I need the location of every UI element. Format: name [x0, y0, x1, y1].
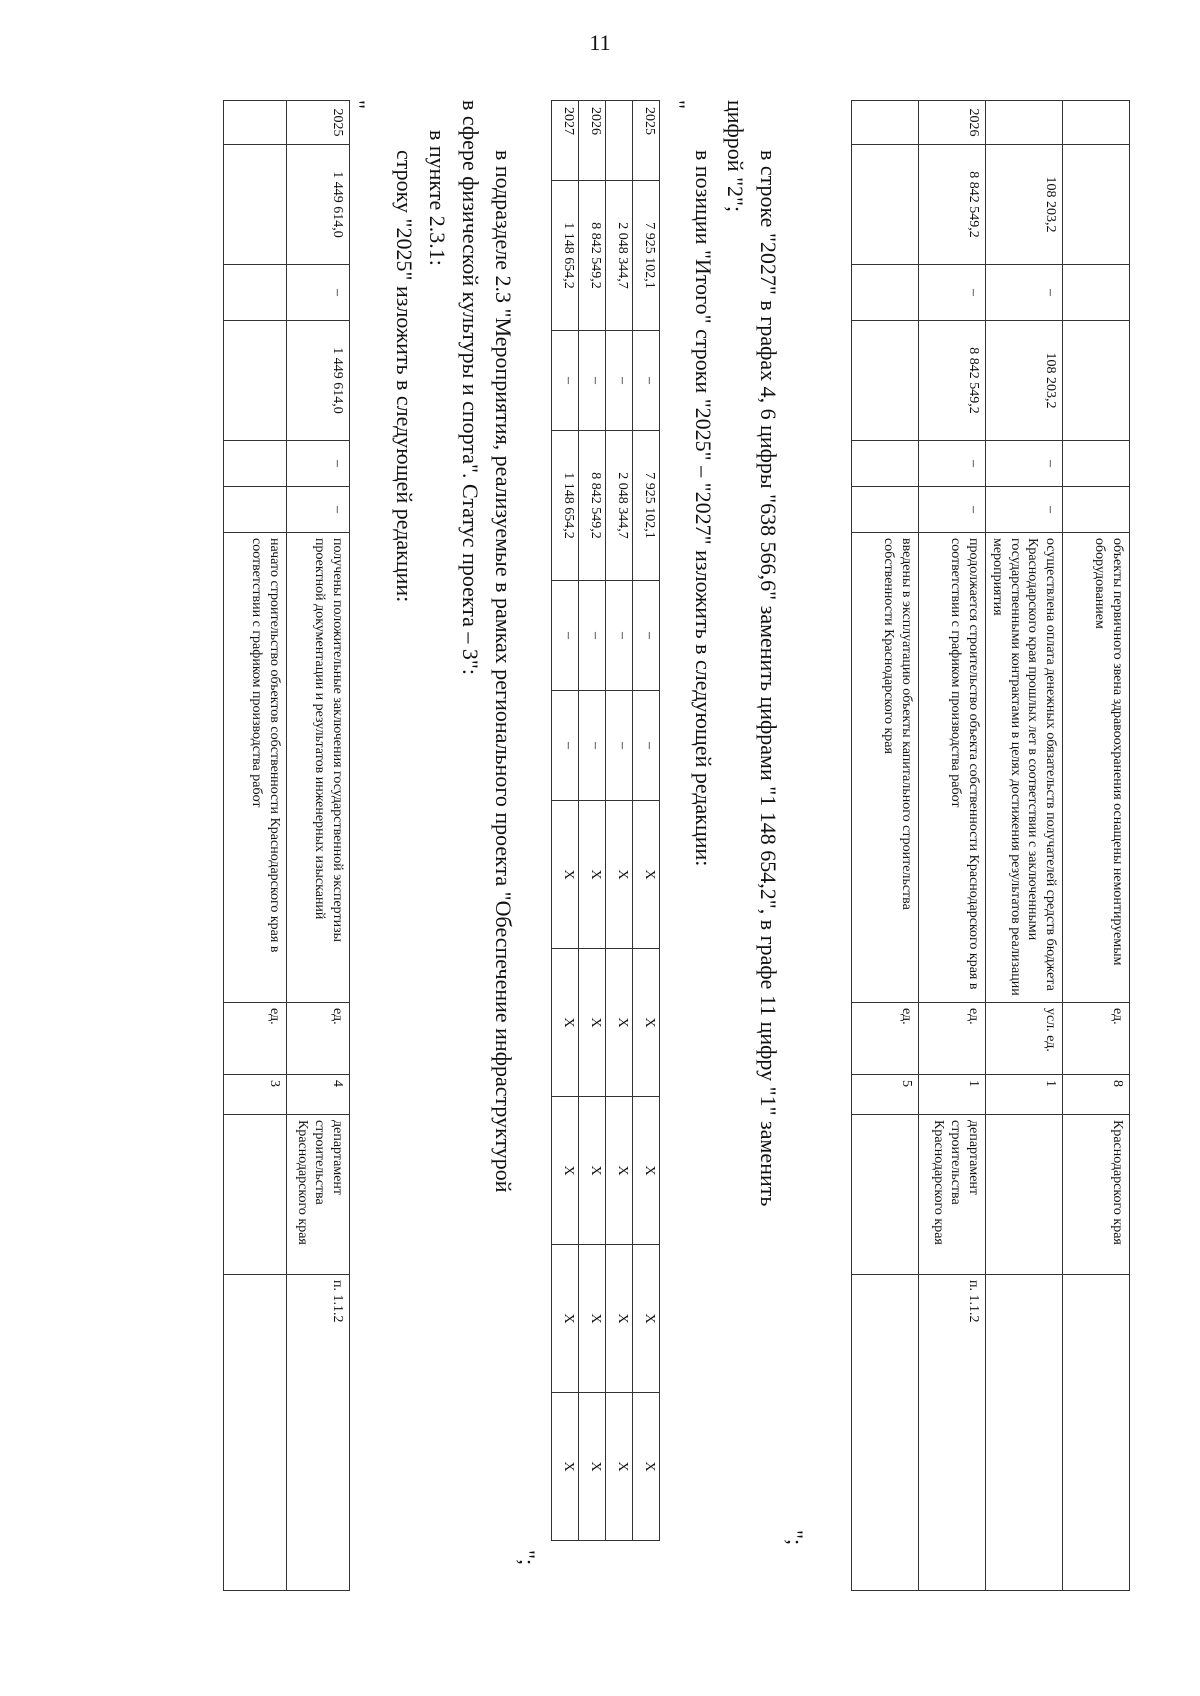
table-cell: департамент строительства Краснодарского края	[919, 1115, 986, 1275]
table-cell: Х	[552, 1393, 579, 1541]
table-row	[633, 101, 660, 1541]
table-cell: –	[552, 331, 579, 431]
page-number: 11	[589, 30, 611, 55]
table-cell	[606, 101, 633, 181]
table-cell: 2026	[579, 101, 606, 181]
paragraph-line: в пункте 2.3.1:	[425, 130, 450, 266]
table-cell: ед.	[919, 1003, 986, 1075]
table-cell: 2026	[919, 101, 986, 145]
table-cell: Х	[633, 1393, 660, 1541]
table-row	[986, 101, 1063, 1591]
table-cell: Х	[606, 1097, 633, 1245]
table-row	[1063, 101, 1130, 1591]
closing-quote: ";	[515, 1550, 540, 1566]
paragraph-line: в сфере физической культуры и спорта". Статус проекта – 3":	[458, 100, 483, 676]
table-cell	[1063, 321, 1130, 441]
table-cell	[1063, 441, 1130, 487]
table-cell	[852, 101, 919, 145]
table-cell: объекты первичного звена здравоохранения оснащены немонтируемым оборудованием	[1063, 533, 1130, 1003]
table-cell	[852, 487, 919, 533]
table-cell: 8 842 549,2	[579, 181, 606, 331]
table-cell: –	[552, 691, 579, 801]
table-row	[579, 101, 606, 1541]
table-cell	[852, 441, 919, 487]
table-cell: начато строительство объектов собственности Краснодарского края в соответствии с графиком производства работ	[224, 533, 287, 1003]
table-cell: –	[986, 441, 1063, 487]
table-cell: –	[606, 581, 633, 691]
table-cell: 8 842 549,2	[919, 145, 986, 265]
table-cell: Х	[633, 949, 660, 1097]
table-row	[919, 101, 986, 1591]
table-cell: 2 048 344,7	[606, 431, 633, 581]
table-cell: Х	[606, 801, 633, 949]
table-cell: ед.	[852, 1003, 919, 1075]
table-cell: Х	[633, 1245, 660, 1393]
table-cell: –	[287, 441, 350, 487]
table-cell: Х	[552, 1097, 579, 1245]
table-cell	[224, 1275, 287, 1591]
opening-quote: "	[345, 100, 370, 109]
table-row	[224, 101, 287, 1591]
table-cell: 1 148 654,2	[552, 431, 579, 581]
paragraph-line: цифрой "2";	[723, 100, 748, 213]
table-cell: 108 203,2	[986, 321, 1063, 441]
table-cell: 108 203,2	[986, 145, 1063, 265]
table-cell: Х	[579, 801, 606, 949]
table-row	[606, 101, 633, 1541]
table-cell: Х	[579, 1393, 606, 1541]
table-cell: Х	[606, 949, 633, 1097]
table-cell: усл. ед.	[986, 1003, 1063, 1075]
table-cell: ед.	[1063, 1003, 1130, 1075]
table-cell: 1	[986, 1075, 1063, 1115]
table-cell: 7 925 102,1	[633, 181, 660, 331]
table-cell: 2025	[633, 101, 660, 181]
table-cell	[1063, 145, 1130, 265]
table-cell: Х	[606, 1393, 633, 1541]
table-cell	[224, 265, 287, 321]
table-cell: 8	[1063, 1075, 1130, 1115]
table-cell: департамент строительства Краснодарского края	[287, 1115, 350, 1275]
table-row	[287, 101, 350, 1591]
table-cell: 2025	[287, 101, 350, 145]
table-cell: –	[919, 265, 986, 321]
table-cell	[986, 1115, 1063, 1275]
closing-quote: ";	[783, 1530, 808, 1546]
table-cell	[1063, 487, 1130, 533]
table-cell: –	[579, 331, 606, 431]
table-cell	[1063, 101, 1130, 145]
paragraph	[719, 100, 785, 1206]
table-cell: 7 925 102,1	[633, 431, 660, 581]
table-cell: 5	[852, 1075, 919, 1115]
table-cell	[1063, 265, 1130, 321]
table-cell: –	[606, 691, 633, 801]
table-cell: 1	[919, 1075, 986, 1115]
table-cell: –	[919, 441, 986, 487]
table-cell: –	[633, 331, 660, 431]
table-cell: 3	[224, 1075, 287, 1115]
table-cell	[986, 1275, 1063, 1591]
table-cell	[852, 321, 919, 441]
table-cell: Х	[579, 1097, 606, 1245]
paragraph-line: в строке "2027" в графах 4, 6 цифры "638 566,6" заменить цифрами "1 148 654,2", в графе 11 цифру "1" заменить	[756, 150, 781, 1207]
table-cell: Краснодарского края	[1063, 1115, 1130, 1275]
table-cell	[1063, 1275, 1130, 1591]
table-cell	[224, 101, 287, 145]
table-1	[851, 100, 1130, 1591]
table-cell: получены положительные заключения государственной экспертизы проектной документации и результатов инженерных изысканий	[287, 533, 350, 1003]
table-cell	[852, 1275, 919, 1591]
table-cell: –	[287, 487, 350, 533]
paragraph: в позиции "Итого" строки "2025" – "2027" изложить в следующей редакции:	[691, 150, 716, 867]
table-cell: –	[986, 265, 1063, 321]
paragraph	[388, 100, 520, 1193]
table-cell: Х	[579, 949, 606, 1097]
table-cell: ед.	[224, 1003, 287, 1075]
table-cell: продолжается строительство объекта собственности Краснодарского края в соответствии с графиком производства работ	[919, 533, 986, 1003]
table-cell	[852, 1115, 919, 1275]
paragraph-line: в подразделе 2.3 "Мероприятия, реализуемые в рамках регионального проекта "Обеспечение инфраструктурой	[491, 150, 516, 1193]
landscape-content	[170, 100, 1130, 1590]
table-cell	[852, 265, 919, 321]
table-cell: –	[606, 331, 633, 431]
opening-quote: "	[665, 100, 690, 109]
table-cell: Х	[552, 949, 579, 1097]
table-cell: п. 1.1.2	[287, 1275, 350, 1591]
table-cell	[224, 441, 287, 487]
table-cell	[986, 101, 1063, 145]
table-cell: –	[287, 265, 350, 321]
table-cell: –	[579, 691, 606, 801]
table-cell	[224, 1115, 287, 1275]
table-cell	[224, 487, 287, 533]
table-cell	[224, 321, 287, 441]
table-cell: Х	[633, 801, 660, 949]
table-cell: –	[552, 581, 579, 691]
table-cell	[852, 145, 919, 265]
table-cell: Х	[633, 1097, 660, 1245]
paragraph-line: строку "2025" изложить в следующей редакции:	[392, 150, 417, 603]
table-2	[551, 100, 660, 1541]
table-cell: 1 148 654,2	[552, 181, 579, 331]
table-cell: 8 842 549,2	[919, 321, 986, 441]
table-cell: –	[633, 691, 660, 801]
table-cell: Х	[552, 1245, 579, 1393]
table-cell: 4	[287, 1075, 350, 1115]
table-3	[223, 100, 350, 1591]
table-cell: –	[919, 487, 986, 533]
table-cell	[224, 145, 287, 265]
table-row	[552, 101, 579, 1541]
table-cell: введены в эксплуатацию объекты капитального строительства собственности Краснодарского края	[852, 533, 919, 1003]
table-cell: п. 1.1.2	[919, 1275, 986, 1591]
table-cell: 1 449 614,0	[287, 145, 350, 265]
table-cell: 2 048 344,7	[606, 181, 633, 331]
table-cell: 8 842 549,2	[579, 431, 606, 581]
table-cell: Х	[552, 801, 579, 949]
table-cell: Х	[579, 1245, 606, 1393]
table-cell: Х	[606, 1245, 633, 1393]
table-cell: ед.	[287, 1003, 350, 1075]
table-cell: –	[579, 581, 606, 691]
table-cell: –	[633, 581, 660, 691]
table-cell: 1 449 614,0	[287, 321, 350, 441]
table-cell: осуществлена оплата денежных обязательств получателей средств бюджета Краснодарского края прошлых лет в соответствии с заключенными государственными контрактами в целях достижения результатов реализации мероприятия	[986, 533, 1063, 1003]
table-cell: 2027	[552, 101, 579, 181]
table-row	[852, 101, 919, 1591]
table-cell: –	[986, 487, 1063, 533]
